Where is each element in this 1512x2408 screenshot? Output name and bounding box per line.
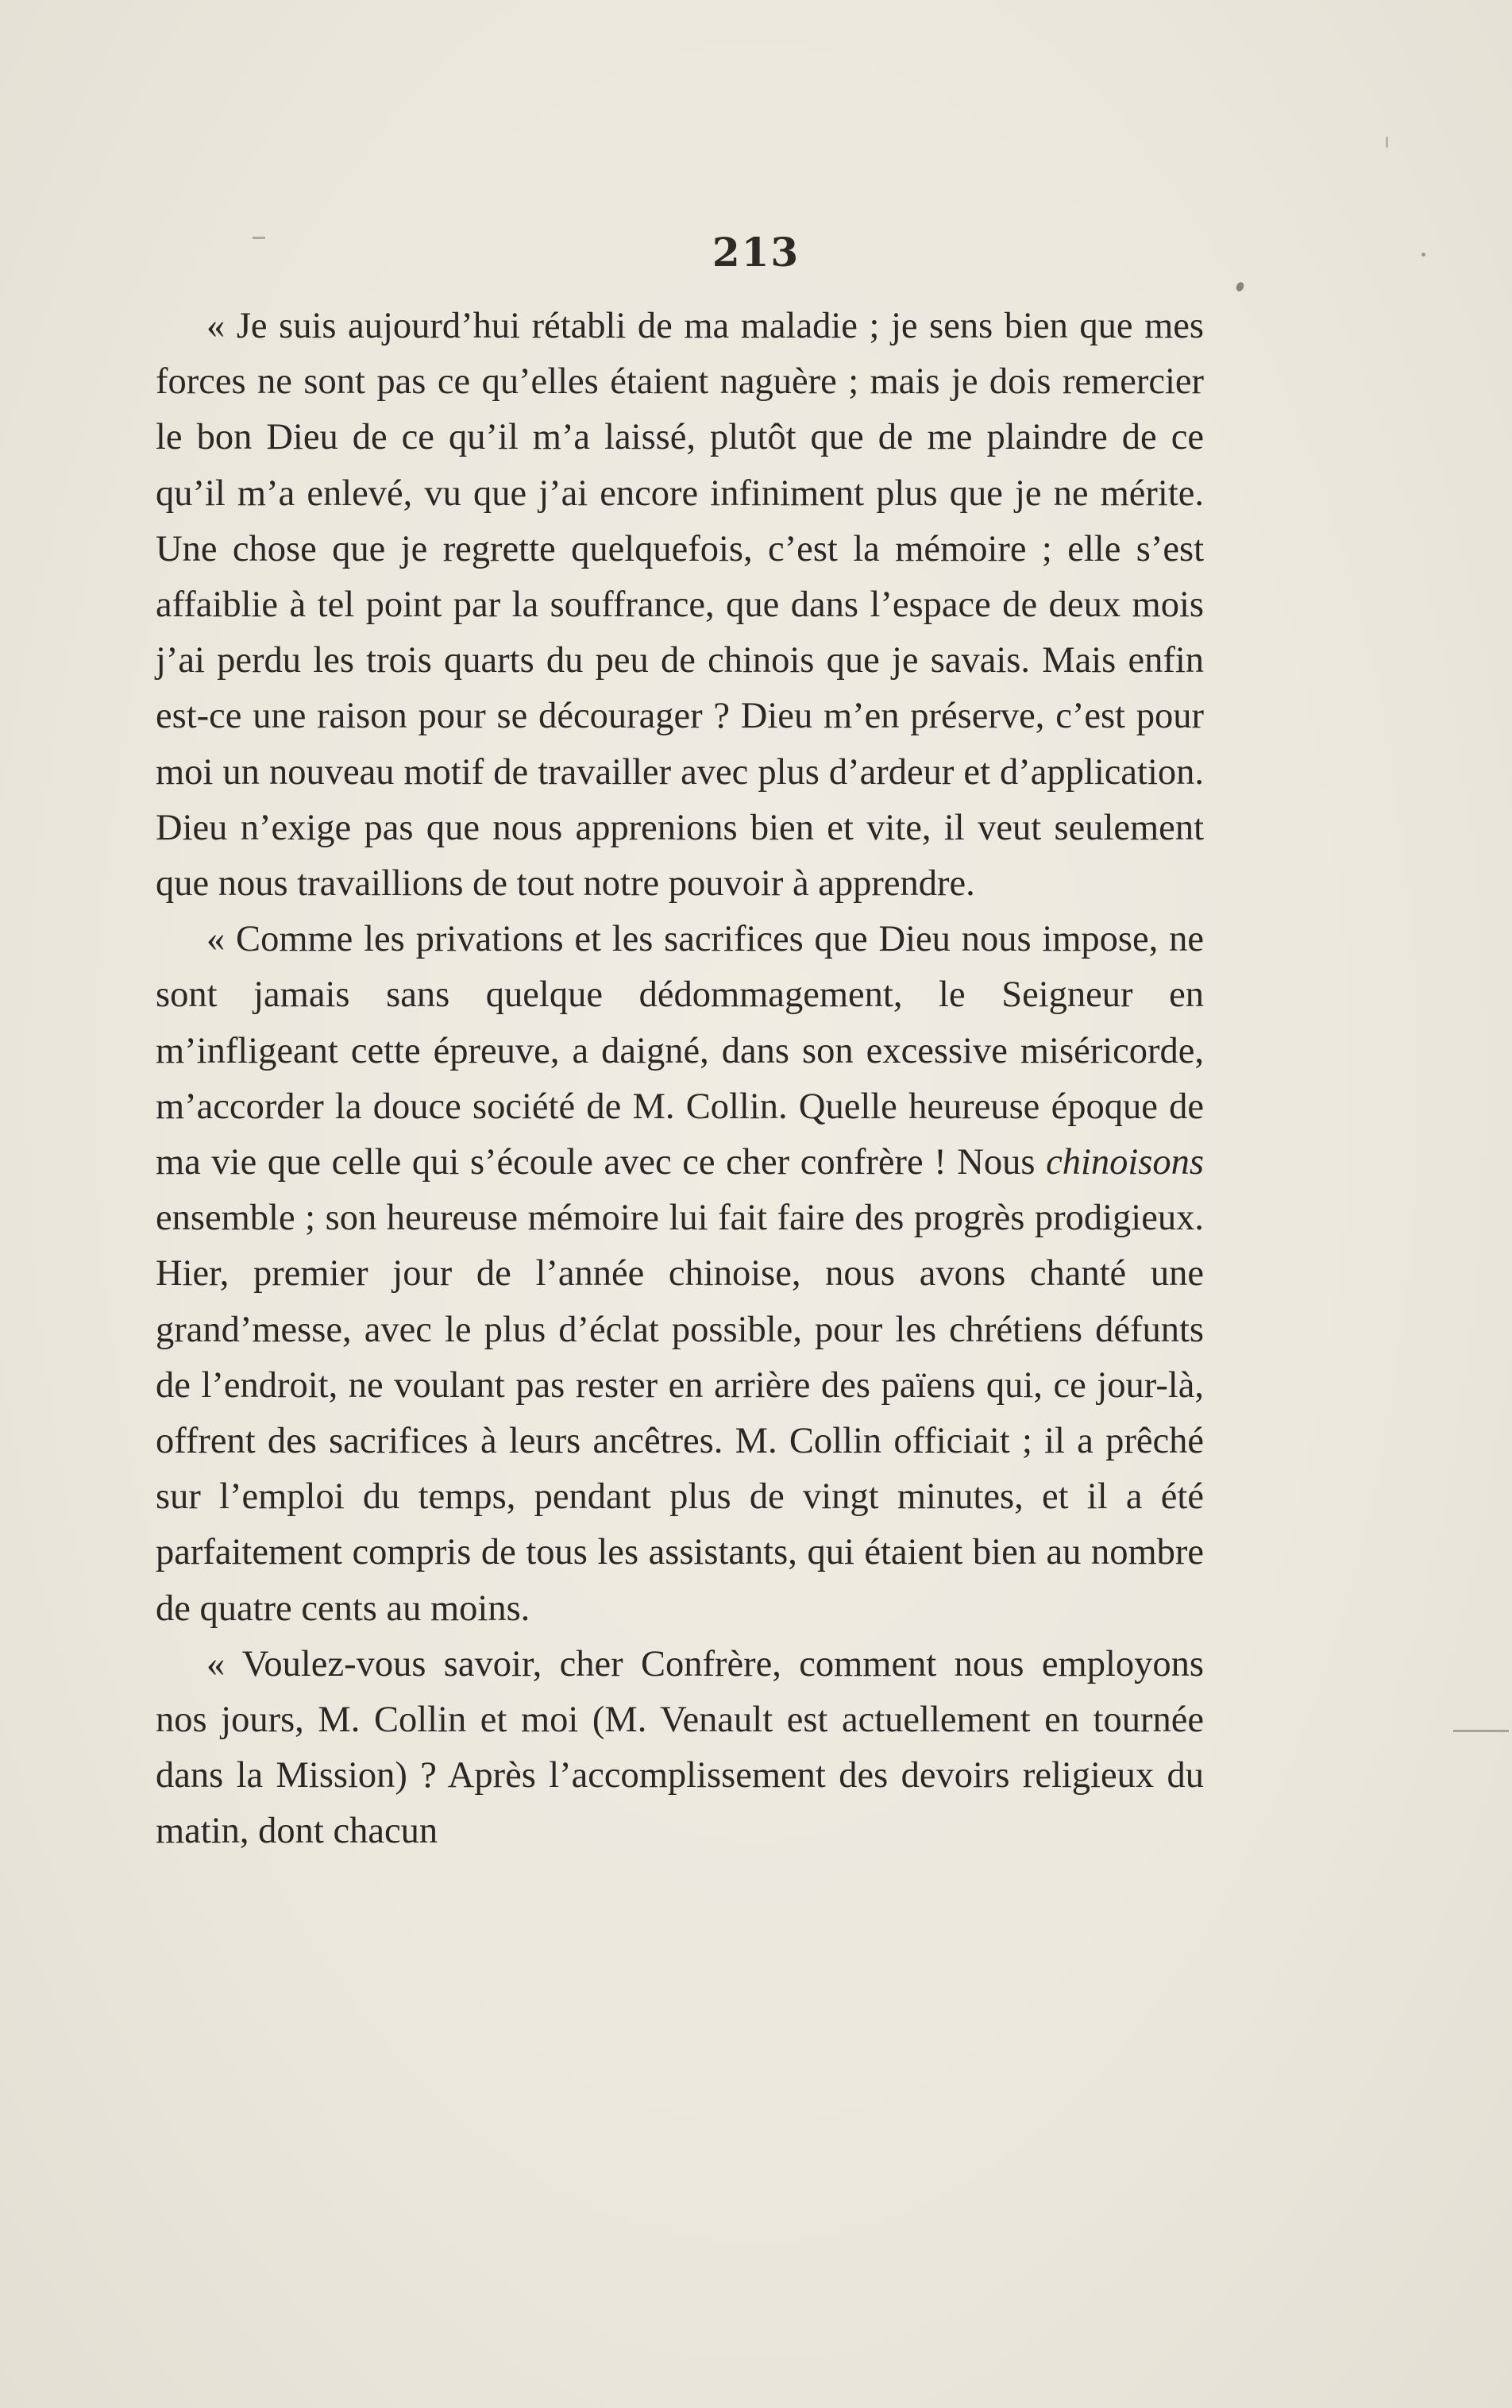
paragraph-text: « Je suis aujourd’hui rétabli de ma maladie ; je sens bien que mes forces ne sont pas ce qu’elles étaient naguère ; mais je dois remercier le bon Dieu de ce qu’il m’a laissé, plutôt que de me plaindre de ce qu’il m’a enlevé, vu que j’ai encore infiniment plus que je ne mérite. Une chose que je regrette quelquefois, c’est la mémoire ; elle s’est affaiblie à tel point par la souffrance, que dans l’espace de deux mois j’ai perdu les trois quarts du peu de chinois que je savais. Mais enfin est-ce une raison pour se décourager ? Dieu m’en préserve, c’est pour moi un nouveau motif de travailler avec plus d’ardeur et d’application. Dieu n’exige pas que nous apprenions bien et vite, il veut seulement que nous travaillions de tout notre pouvoir à apprendre. (156, 306, 1204, 905)
paper-speck (1421, 253, 1425, 257)
page-number: 213 (712, 229, 800, 276)
paragraph (156, 912, 1204, 1637)
paragraph (156, 299, 1204, 912)
paper-speck (1386, 137, 1388, 148)
italic-word: chinoisons (1046, 1142, 1204, 1183)
paper-speck (1235, 281, 1245, 293)
paper-mark (253, 237, 265, 239)
paper-mark (1453, 1730, 1509, 1732)
paragraph (156, 1637, 1204, 1860)
paragraph-text: ensemble ; son heureuse mémoire lui fait faire des progrès prodigieux. Hier, premier jour de l’année chinoise, nous avons chanté une grand’messe, avec le plus d’éclat possible, pour les chrétiens défunts de l’endroit, ne voulant pas rester en arrière des païens qui, ce jour-là, offrent des sacrifices à leurs ancêtres. M. Collin officiait ; il a prêché sur l’emploi du temps, pendant plus de vingt minutes, et il a été parfaitement compris de tous les assistants, qui étaient bien au nombre de quatre cents au moins. (156, 1198, 1204, 1629)
body-text (156, 299, 1204, 1860)
paragraph-text: « Voulez-vous savoir, cher Confrère, comment nous employons nos jours, M. Collin et moi (M. Venault est actuellement en tournée dans la Mission) ? Après l’accomplissement des devoirs religieux du matin, dont chacun (156, 1643, 1204, 1852)
paragraph-text: « Comme les privations et les sacrifices que Dieu nous impose, ne sont jamais sans quelque dédommagement, le Seigneur en m’infligeant cette épreuve, a daigné, dans son excessive miséricorde, m’accorder la douce société de M. Collin. Quelle heureuse époque de ma vie que celle qui s’écoule avec ce cher confrère ! Nous (156, 919, 1204, 1183)
